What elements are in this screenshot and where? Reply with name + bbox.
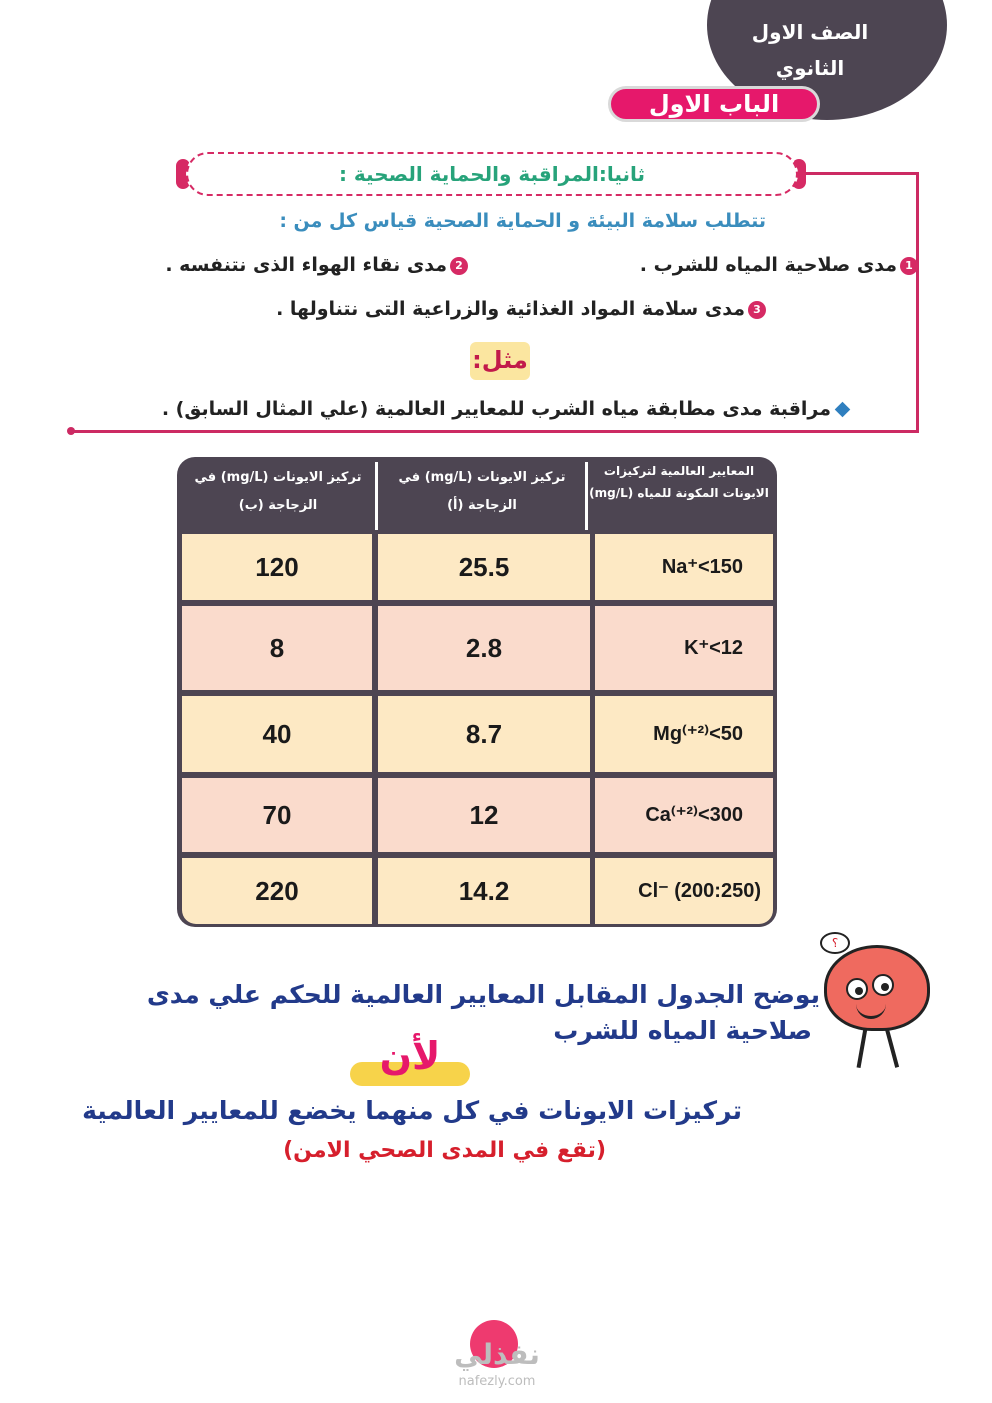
mascot-leg-icon xyxy=(885,1028,899,1068)
example-label: مثل: xyxy=(470,342,530,380)
number-badge-1: 1 xyxy=(900,257,918,275)
grade-line-1: الصف الاول xyxy=(751,20,869,44)
diamond-bullet-icon xyxy=(835,402,851,418)
header-bottle-a: تركيز الايونات (mg/L) في الزجاجة (أ) xyxy=(398,470,566,513)
grade-label xyxy=(740,14,880,86)
section-intro: تتطلب سلامة البيئة و الحماية الصحية قياس كل من : xyxy=(279,210,766,232)
mascot-pupil-icon xyxy=(881,983,889,991)
number-badge-2: 2 xyxy=(450,257,468,275)
ion-concentration-table xyxy=(177,457,777,927)
cell-bottle-b: 40 xyxy=(182,696,372,772)
cell-ion: K⁺<12 xyxy=(595,606,773,690)
chapter-title: الباب الاول xyxy=(608,86,820,122)
cell-bottle-b: 70 xyxy=(182,778,372,852)
cell-ion: Cl⁻ (200:250) xyxy=(595,858,773,924)
list-item-text-1: مدى صلاحية المياه للشرب . xyxy=(639,254,897,276)
cell-bottle-a: 8.7 xyxy=(378,696,590,772)
because-label: لأن xyxy=(379,1034,441,1078)
list-item-1 xyxy=(640,254,918,276)
header-divider-2 xyxy=(585,462,588,530)
grade-line-2: الثانوي xyxy=(775,56,845,80)
note-line-4: (تقع في المدى الصحي الامن) xyxy=(283,1138,606,1163)
cell-bottle-b: 220 xyxy=(182,858,372,924)
cell-ion: Mg⁽⁺²⁾<50 xyxy=(595,696,773,772)
header-bottle-b: تركيز الايونات (mg/L) في الزجاجة (ب) xyxy=(194,470,362,513)
cell-ion: Ca⁽⁺²⁾<300 xyxy=(595,778,773,852)
list-item-text-3: مدى سلامة المواد الغذائية والزراعية التى نتناولها . xyxy=(276,298,745,320)
note-line-2: صلاحية المياه للشرب xyxy=(553,1016,812,1045)
header-standard: المعايير العالمية لتركيزات الايونات المكونة للمياه (mg/L) xyxy=(589,464,769,500)
frame-top-line xyxy=(798,172,916,175)
cell-ion: Na⁺<150 xyxy=(595,534,773,600)
list-item-text-2: مدى نقاء الهواء الذى نتنفسه . xyxy=(165,254,447,276)
list-item-3 xyxy=(276,298,766,320)
watermark-site: nafezly.com xyxy=(458,1374,536,1389)
cell-bottle-a: 14.2 xyxy=(378,858,590,924)
cell-bottle-a: 25.5 xyxy=(378,534,590,600)
frame-bottom-line xyxy=(72,430,919,433)
cell-bottle-b: 120 xyxy=(182,534,372,600)
frame-right-line xyxy=(916,172,919,432)
section-heading: ثانيا:المراقبة والحماية الصحية : xyxy=(186,152,798,196)
number-badge-3: 3 xyxy=(748,301,766,319)
frame-end-dot xyxy=(67,427,75,435)
example-item xyxy=(162,398,848,420)
question-bubble: ؟ xyxy=(820,932,850,954)
cell-bottle-a: 12 xyxy=(378,778,590,852)
note-line-3: تركيزات الايونات في كل منهما يخضع للمعايير العالمية xyxy=(82,1096,742,1125)
mascot-leg-icon xyxy=(857,1028,868,1068)
cell-bottle-b: 8 xyxy=(182,606,372,690)
watermark-logo: نفذلي xyxy=(454,1338,540,1371)
list-item-2 xyxy=(165,254,468,276)
example-text: مراقبة مدى مطابقة مياه الشرب للمعايير العالمية (علي المثال السابق) . xyxy=(161,398,831,420)
mascot-pupil-icon xyxy=(855,987,863,995)
note-line-1: يوضح الجدول المقابل المعايير العالمية للحكم علي مدى xyxy=(146,980,820,1009)
header-divider-1 xyxy=(375,462,378,530)
cell-bottle-a: 2.8 xyxy=(378,606,590,690)
